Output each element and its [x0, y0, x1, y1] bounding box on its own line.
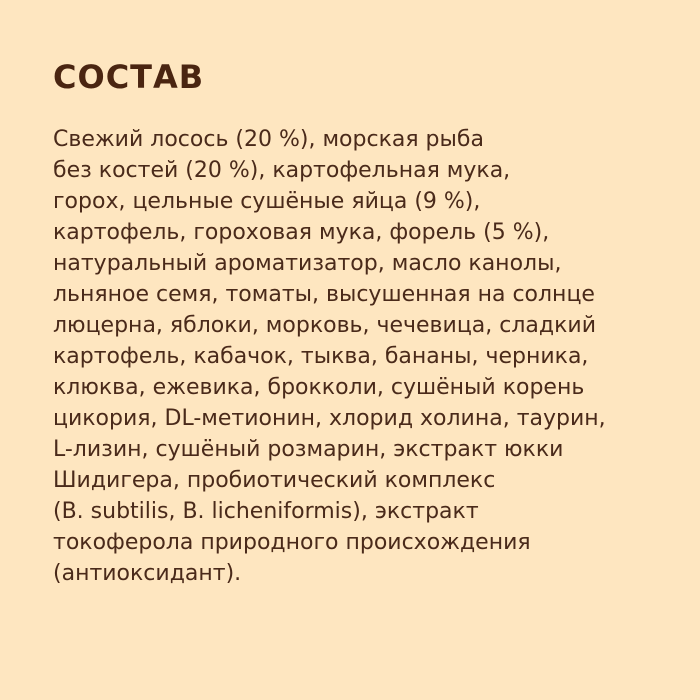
ingredients-line: токоферола природного происхождения [53, 530, 531, 555]
ingredients-line: клюква, ежевика, брокколи, сушёный корень [53, 375, 585, 400]
ingredients-line: L-лизин, сушёный розмарин, экстракт юкки [53, 437, 564, 462]
ingredients-line: без костей (20 %), картофельная мука, [53, 158, 511, 183]
ingredients-line: Шидигера, пробиотический комплекс [53, 468, 496, 493]
ingredients-line: (B. subtilis, B. licheniformis), экстракт [53, 499, 479, 524]
page-title: СОСТАВ [53, 58, 205, 96]
ingredients-line: льняное семя, томаты, высушенная на солнце [53, 282, 595, 307]
ingredients-line: горох, цельные сушёные яйца (9 %), [53, 189, 481, 214]
ingredients-line: цикория, DL-метионин, хлорид холина, таурин, [53, 406, 606, 431]
ingredients-line: Свежий лосось (20 %), морская рыба [53, 127, 484, 152]
ingredients-line: (антиоксидант). [53, 561, 242, 586]
ingredients-text [53, 124, 693, 589]
ingredients-line: натуральный ароматизатор, масло канолы, [53, 251, 562, 276]
ingredients-line: люцерна, яблоки, морковь, чечевица, сладкий [53, 313, 596, 338]
ingredients-line: картофель, гороховая мука, форель (5 %), [53, 220, 550, 245]
ingredients-line: картофель, кабачок, тыква, бананы, черника, [53, 344, 589, 369]
